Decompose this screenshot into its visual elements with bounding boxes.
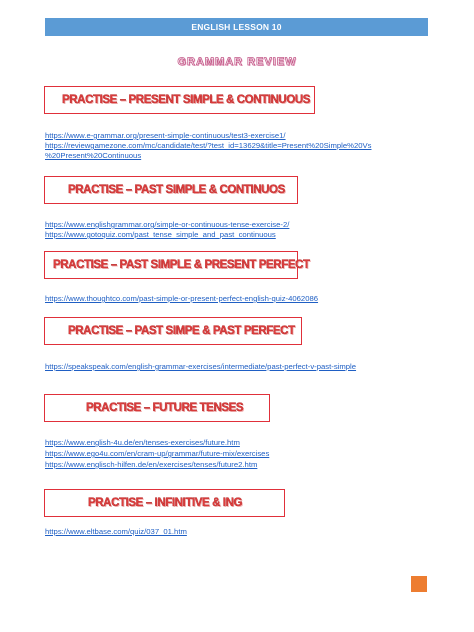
section-present-simple-continuous (44, 86, 315, 114)
lesson-header: ENGLISH LESSON 10 (45, 18, 428, 36)
link-englishgrammar[interactable]: https://www.englishgrammar.org/simple-or-continuous-tense-exercise-2/ (45, 220, 290, 229)
section-infinitive-ing (44, 489, 285, 517)
page-marker (411, 576, 427, 592)
section-past-simple-continuous (44, 176, 298, 204)
section-past-simple-past-perfect (44, 317, 302, 345)
section-heading: PRACTISE – FUTURE TENSES (86, 402, 244, 414)
section-future-tenses (44, 394, 270, 422)
link-thoughtco[interactable]: https://www.thoughtco.com/past-simple-or-present-perfect-english-quiz-4062086 (45, 294, 319, 303)
section-heading: PRACTISE – PAST SIMPLE & CONTINUOS (68, 184, 285, 196)
section-heading: PRACTISE – INFINITIVE & ING (88, 497, 243, 509)
link-reviewgamezone[interactable]: https://reviewgamezone.com/mc/candidate/test/?test_id=13629&title=Present%20Simple%20Vs (45, 141, 372, 150)
link-e-grammar[interactable]: https://www.e-grammar.org/present-simple-continuous/test3-exercise1/ (45, 131, 286, 140)
link-englisch-hilfen[interactable]: https://www.englisch-hilfen.de/en/exercises/tenses/future2.htm (45, 460, 258, 469)
link-reviewgamezone-continued[interactable]: %20Present%20Continuous (45, 151, 142, 160)
section-past-simple-present-perfect (44, 251, 310, 279)
link-eltbase[interactable]: https://www.eltbase.com/quiz/037_01.htm (45, 527, 187, 536)
link-gotoquiz[interactable]: https://www.gotoquiz.com/past_tense_simple_and_past_continuous (45, 230, 276, 239)
section-heading: PRACTISE – PRESENT SIMPLE & CONTINUOUS (62, 94, 311, 106)
link-speakspeak[interactable]: https://speakspeak.com/english-grammar-exercises/intermediate/past-perfect-v-past-simple (45, 362, 357, 371)
grammar-review-title: GRAMMAR REVIEW (177, 56, 297, 68)
link-ego4u[interactable]: https://www.ego4u.com/en/cram-up/grammar/future-mix/exercises (45, 449, 270, 458)
section-heading: PRACTISE – PAST SIMPLE & PRESENT PERFECT (53, 259, 310, 271)
link-english-4u[interactable]: https://www.english-4u.de/en/tenses-exercises/future.htm (45, 438, 240, 447)
section-heading: PRACTISE – PAST SIMPE & PAST PERFECT (68, 325, 295, 337)
